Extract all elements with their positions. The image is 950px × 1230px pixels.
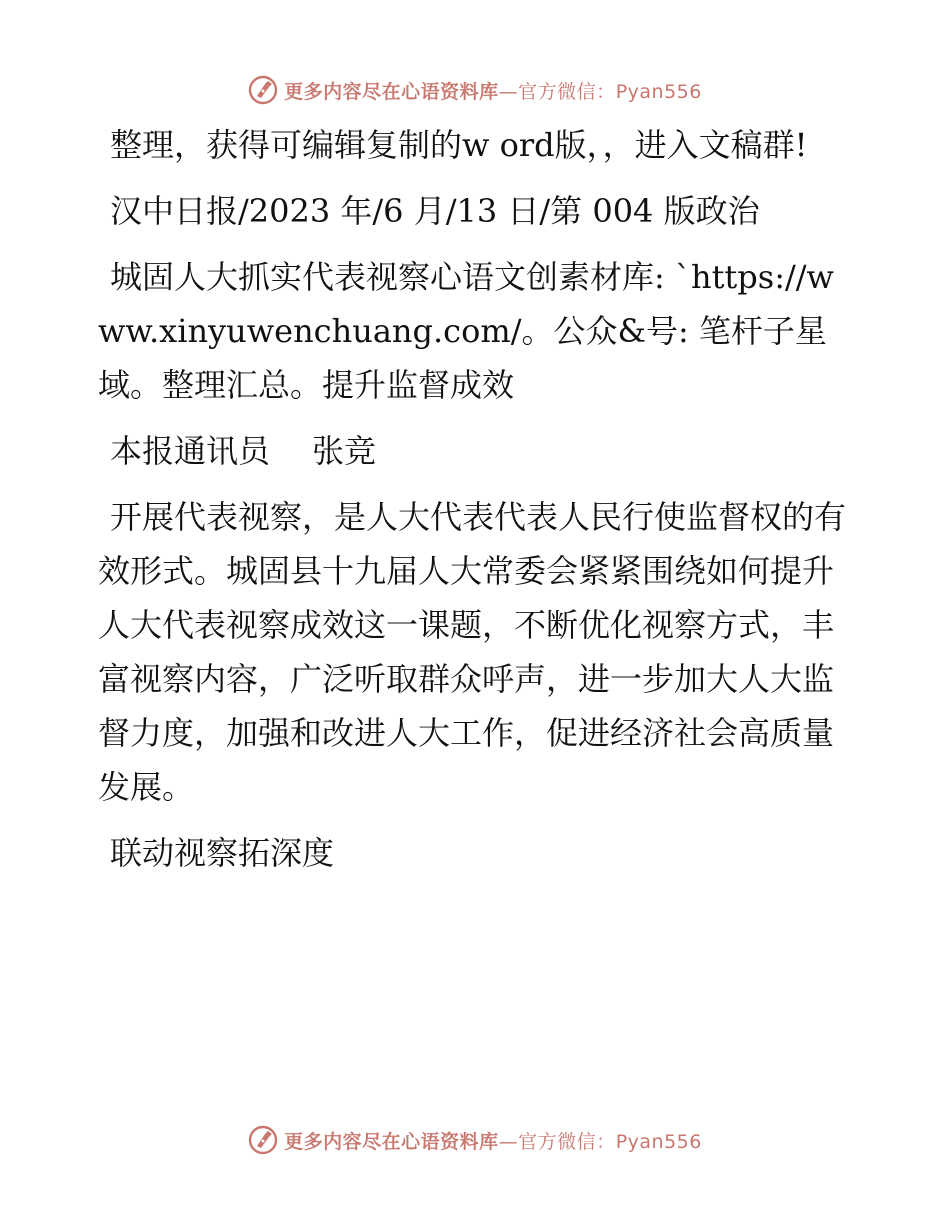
author-byline — [98, 424, 858, 478]
intro-paragraph: 整理，获得可编辑复制的w ord版，，进入文稿群! — [110, 126, 808, 164]
section-subheading: 联动视察拓深度 — [110, 834, 335, 872]
watermark-text: 更多内容尽在心语资料库—官方微信：Pyan556 — [284, 80, 702, 103]
body-paragraph: 开展代表视察，是人大代表代表人民行使监督权的有效形式。城固县十九届人大常委会紧紧围绕如何提升人大代表视察成效这一课题，不断优化视察方式，丰富视察内容，广泛听取群众呼声，进一步加大人大监督力度，加强和改进人大工作，促进经济社会高质量发展。 — [98, 498, 847, 806]
author-name: 张竞 — [312, 432, 377, 470]
watermark-text: 更多内容尽在心语资料库—官方微信：Pyan556 — [284, 1130, 702, 1153]
pen-nib-logo-icon — [248, 75, 278, 105]
article-title: 城固人大抓实代表视察心语文创素材库: `https://www.xinyuwenchuang.com/。公众&号: 笔杆子星域。整理汇总。提升监督成效 — [98, 258, 834, 404]
document-page — [98, 118, 858, 892]
source-line: 汉中日报/2023 年/6 月/13 日/第 004 版政治 — [110, 192, 760, 230]
watermark-banner-bottom — [0, 1120, 950, 1160]
watermark-banner-top — [0, 70, 950, 110]
author-label: 本报通讯员 — [110, 432, 271, 470]
pen-nib-logo-icon — [248, 1125, 278, 1155]
